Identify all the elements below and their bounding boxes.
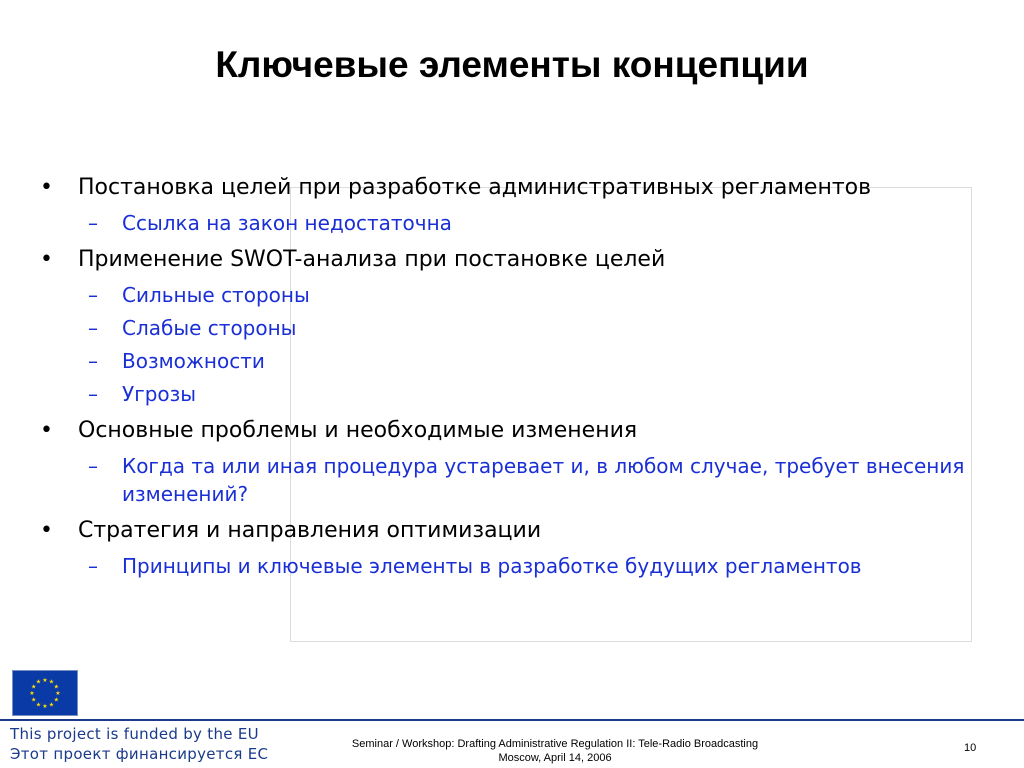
footer-divider <box>0 719 1024 721</box>
funding-ru: Этот проект финансируется ЕС <box>10 745 269 763</box>
sub-item <box>38 380 968 408</box>
sub-text: Возможности <box>122 349 265 373</box>
eu-star-icon: ★ <box>31 696 37 704</box>
bullet-text: Основные проблемы и необходимые изменения <box>78 418 638 443</box>
bullet-text: Стратегия и направления оптимизации <box>78 518 542 543</box>
eu-star-icon: ★ <box>55 690 61 697</box>
eu-star-icon: ★ <box>31 683 37 691</box>
sub-item <box>38 347 968 375</box>
dash-icon: – <box>88 316 98 340</box>
bullet-item <box>38 515 968 547</box>
sub-item <box>38 552 968 580</box>
eu-star-icon: ★ <box>42 703 48 710</box>
eu-flag-icon <box>12 670 78 716</box>
bullet-text: Применение SWOT-анализа при постановке целей <box>78 247 666 272</box>
sub-item <box>38 281 968 309</box>
bullet-group-3 <box>38 415 968 508</box>
eu-star-icon: ★ <box>48 701 55 709</box>
sub-text: Когда та или иная процедура устаревает и, в любом случае, требует внесения изменений? <box>122 454 965 506</box>
dash-icon: – <box>88 554 98 578</box>
dash-icon: – <box>88 349 98 373</box>
slide-title: Ключевые элементы концепции <box>215 44 809 85</box>
sub-text: Сильные стороны <box>122 283 310 307</box>
bullet-item <box>38 244 968 276</box>
funding-en: This project is funded by the EU <box>10 725 259 743</box>
eu-star-icon: ★ <box>29 690 35 697</box>
page-number: 10 <box>964 742 977 754</box>
bullet-list <box>38 172 968 587</box>
bullet-icon: • <box>40 175 53 200</box>
dash-icon: – <box>88 211 98 235</box>
bullet-item <box>38 172 968 204</box>
sub-text: Ссылка на закон недостаточна <box>122 211 452 235</box>
bullet-icon: • <box>40 418 53 443</box>
sub-item <box>38 209 968 237</box>
seminar-caption <box>300 737 810 765</box>
eu-stars-icon <box>13 671 77 715</box>
eu-star-icon: ★ <box>35 701 42 709</box>
dash-icon: – <box>88 283 98 307</box>
bullet-group-2 <box>38 244 968 408</box>
bullet-group-4 <box>38 515 968 580</box>
eu-star-icon: ★ <box>48 678 55 686</box>
seminar-title: Seminar / Workshop: Drafting Administrative Regulation II: Tele-Radio Broadcasting <box>351 738 759 750</box>
bullet-icon: • <box>40 247 53 272</box>
bullet-text: Постановка целей при разработке административных регламентов <box>78 175 872 200</box>
eu-star-icon: ★ <box>42 677 48 684</box>
eu-star-icon: ★ <box>35 678 42 686</box>
sub-item <box>38 452 968 508</box>
eu-star-icon: ★ <box>53 683 59 691</box>
eu-star-icon: ★ <box>53 696 59 704</box>
bullet-item <box>38 415 968 447</box>
sub-text: Слабые стороны <box>122 316 297 340</box>
sub-text: Принципы и ключевые элементы в разработке будущих регламентов <box>122 554 862 578</box>
sub-item <box>38 314 968 342</box>
bullet-group-1 <box>38 172 968 237</box>
dash-icon: – <box>88 454 98 478</box>
sub-text: Угрозы <box>122 382 197 406</box>
dash-icon: – <box>88 382 98 406</box>
seminar-date: Moscow, April 14, 2006 <box>498 752 612 764</box>
funding-notice <box>10 724 268 764</box>
bullet-icon: • <box>40 518 53 543</box>
